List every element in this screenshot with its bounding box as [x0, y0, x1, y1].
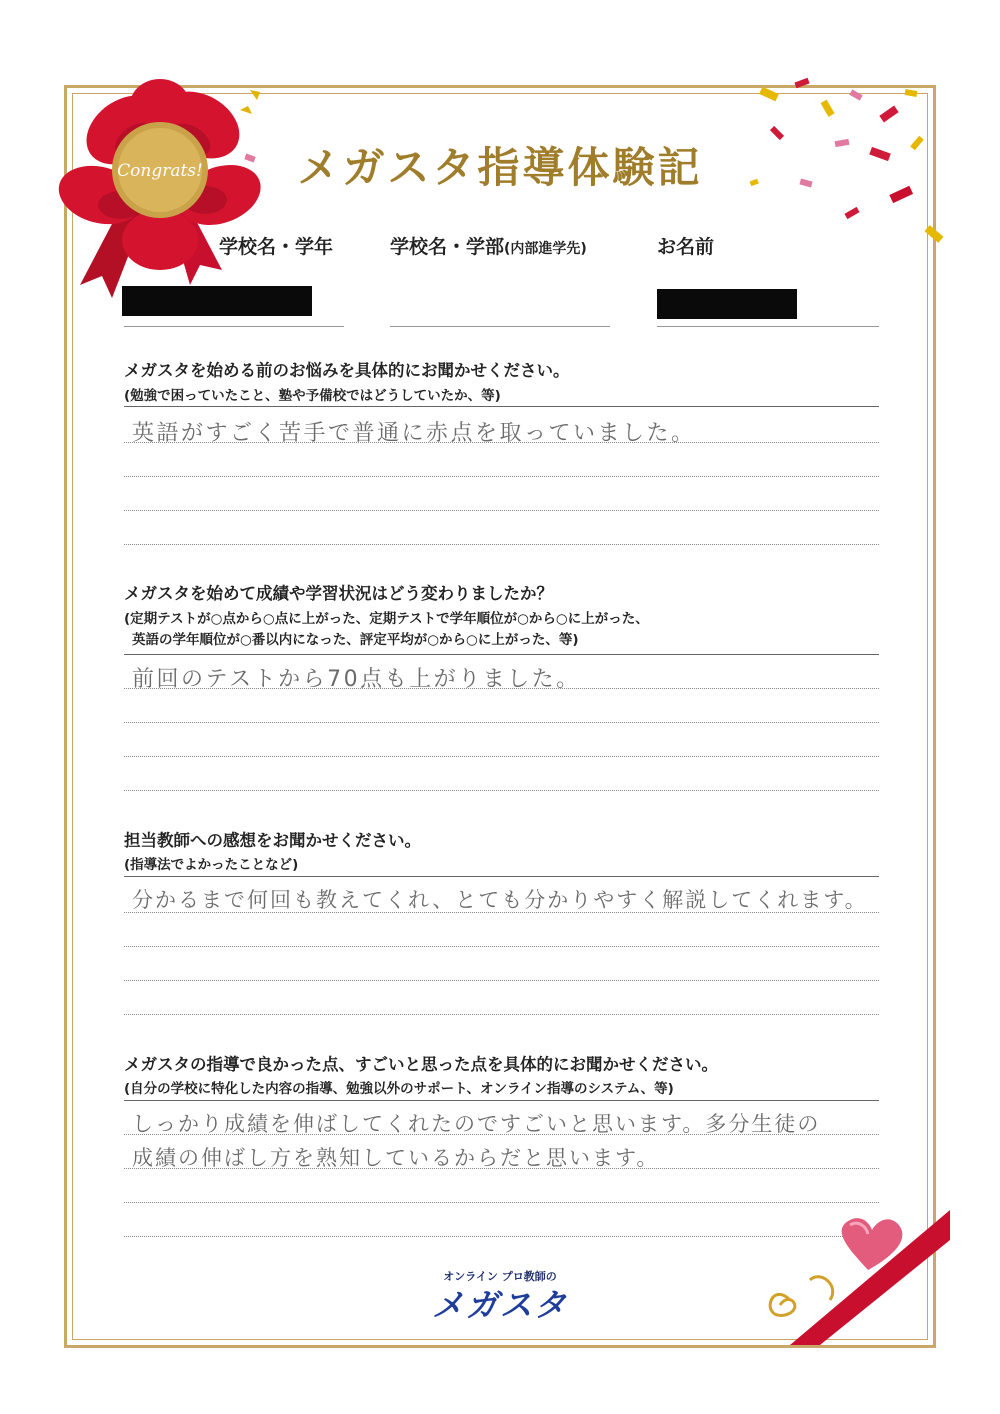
school-dept-label: [390, 232, 587, 259]
question-3-title: 担当教師への感想をお聞かせください。: [124, 831, 421, 850]
school-dept-note: (内部進学先): [504, 241, 587, 257]
answer-1-line: [124, 544, 879, 545]
answer-1-line: [124, 510, 879, 511]
answer-1-line: [124, 442, 879, 443]
question-2-sub-2: 英語の学年順位が○番以内になった、評定平均が○から○に上がった、等): [132, 632, 579, 648]
megasta-logo: メガスタ: [431, 1286, 568, 1324]
answer-2-line: [124, 790, 879, 791]
question-2-title: メガスタを始めて成績や学習状況はどう変わりましたか？: [124, 584, 553, 603]
answer-1-line: [124, 476, 879, 477]
question-4-rule: [124, 1100, 879, 1101]
answer-2-line: [124, 722, 879, 723]
question-1-sub: (勉強で困っていたこと、塾や予備校ではどうしていたか、等): [124, 388, 501, 404]
svg-text:Congrats!: Congrats!: [117, 161, 203, 181]
question-4-sub: (自分の学校に特化した内容の指導、勉強以外のサポート、オンライン指導のシステム、等): [124, 1081, 674, 1097]
answer-2-line: [124, 688, 879, 689]
name-label: お名前: [657, 236, 715, 258]
answer-1-line-1: 英語がすごく苦手で普通に赤点を取っていました。: [132, 421, 696, 446]
answer-3-line: [124, 912, 879, 913]
school-grade-label: 学校名・学年: [219, 236, 334, 258]
logo-tagline: オンライン プロ教師の: [443, 1270, 557, 1283]
name-line: [657, 326, 879, 327]
question-1-rule: [124, 406, 879, 407]
answer-4-line-1: しっかり成績を伸ばしてくれたのですごいと思います。多分生徒の: [132, 1112, 821, 1136]
heart-ribbon-icon: [750, 1210, 950, 1345]
answer-4-line: [124, 1168, 879, 1169]
redaction-name: [657, 289, 797, 319]
school-dept-label-text: 学校名・学部: [390, 236, 505, 258]
school-dept-line: [390, 326, 610, 327]
answer-2-line: [124, 756, 879, 757]
answer-3-line: [124, 980, 879, 981]
answer-3-line: [124, 1014, 879, 1015]
answer-3-line-1: 分かるまで何回も教えてくれ、とても分かりやすく解説してくれます。: [132, 888, 868, 912]
question-3-sub: (指導法でよかったことなど): [124, 857, 299, 873]
page-title: メガスタ指導体験記: [297, 143, 703, 192]
redaction-school: [122, 286, 312, 316]
question-1-title: メガスタを始める前のお悩みを具体的にお聞かせください。: [124, 361, 570, 380]
question-4-title: メガスタの指導で良かった点、すごいと思った点を具体的にお聞かせください。: [124, 1055, 718, 1074]
school-grade-line: [124, 326, 344, 327]
answer-4-line: [124, 1134, 879, 1135]
answer-4-line-2: 成績の伸ばし方を熟知しているからだと思います。: [132, 1146, 660, 1170]
question-3-rule: [124, 876, 879, 877]
answer-4-line: [124, 1202, 879, 1203]
question-2-rule: [124, 654, 879, 655]
answer-3-line: [124, 946, 879, 947]
question-2-sub-1: (定期テストが○点から○点に上がった、定期テストで学年順位が○から○に上がった、: [124, 611, 649, 627]
answer-2-line-1: 前回のテストから70点も上がりました。: [132, 667, 581, 692]
